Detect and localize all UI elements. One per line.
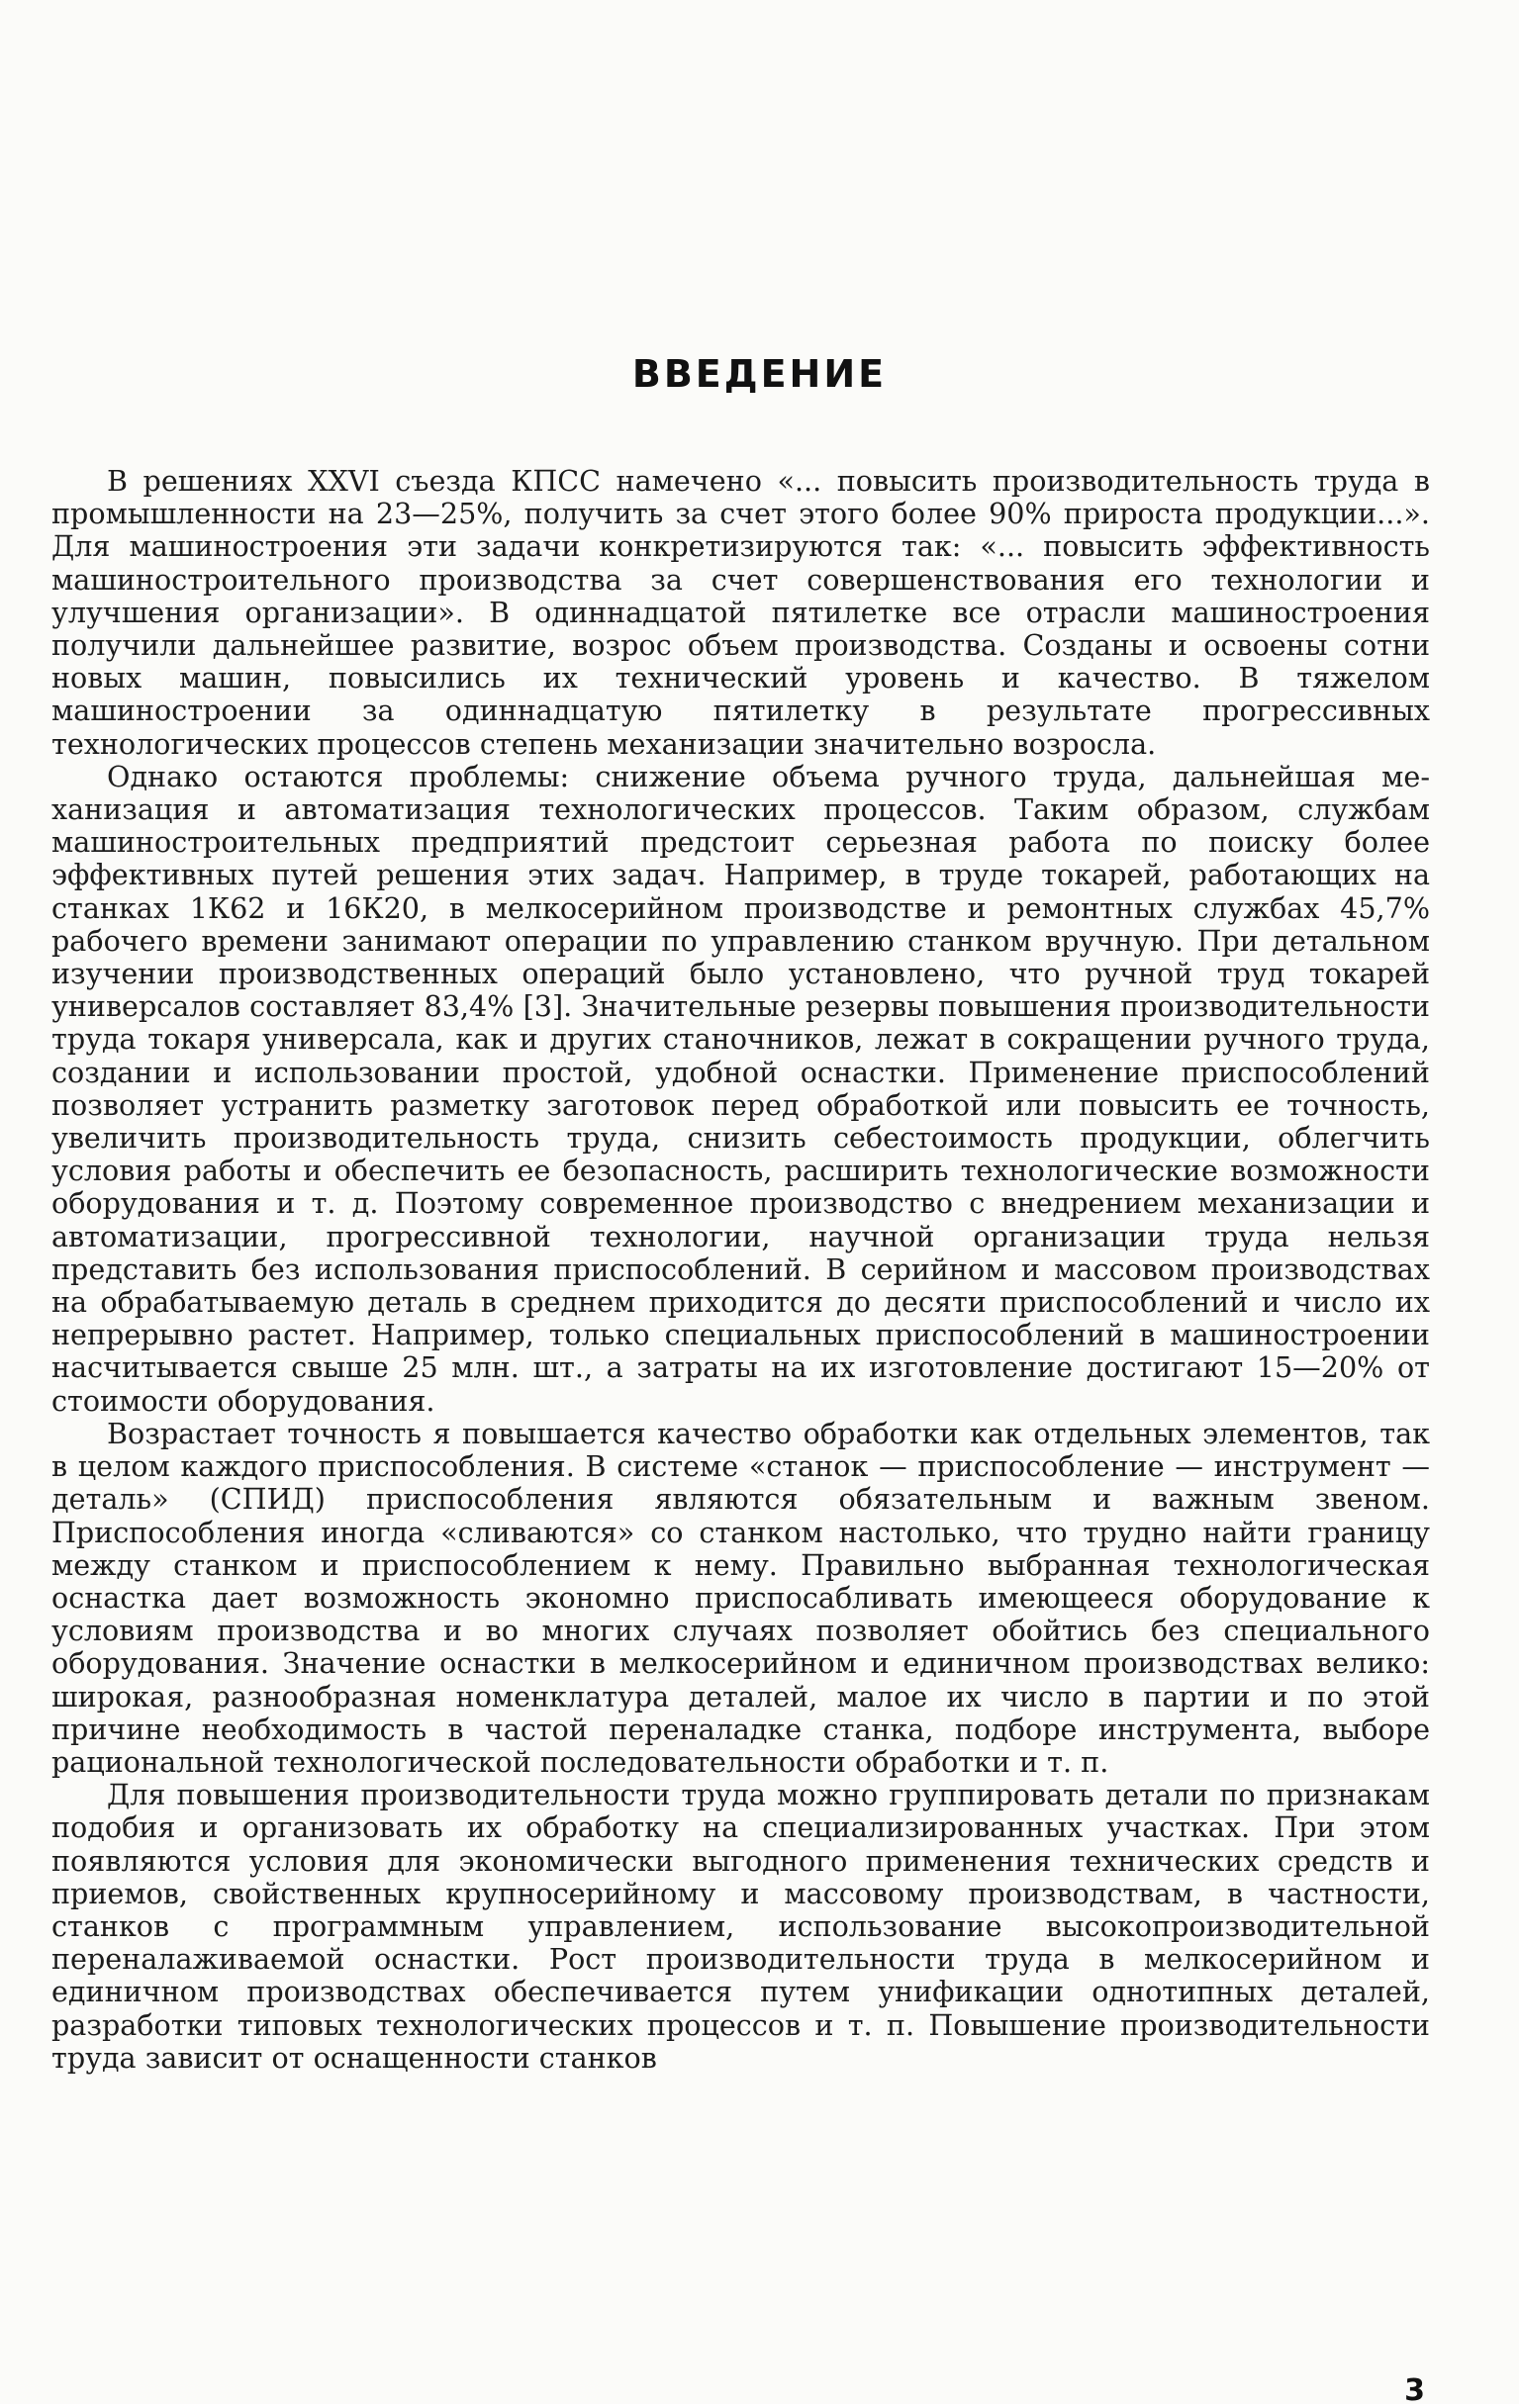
paragraph-1: В решениях XXVI съезда КПСС намечено «... повысить производительность труда в промышленности на 23—25%, получить за счет этого более 90% прироста продукции...». Для машиностроения эти задачи конкретизируются так: «... повысить эффективность машиностроительного производства за счет совершенствования его технологии и улучшения организации». В одиннадцатой пятилетке все отрасли машиностроения получили дальнейшее развитие, возрос объем производства. Созданы и освоены сотни новых машин, повысились их технический уровень и качество. В тяжелом машиностроении за одиннадцатую пятилетку в результате прогрессивных технологических процессов степень механизации значительно возросла. [51,464,1430,761]
body-text [51,465,1430,2075]
paragraph-4: Для повышения производительности труда можно группировать детали по признакам подобия и организовать их обработку на специализированных участках. При этом появляются условия для экономически выгодного применения технических средств и приемов, свойственных крупносерийному и массовому производствам, в частности, станков с программным управлением, использование высокопроизводительной переналаживаемой оснастки. Рост производительности труда в мелкосерийном и единичном производствах обеспечивается путем унификации однотипных деталей, разработки типовых технологических процессов и т. п. Повышение производительности труда зависит от оснащенности станков [51,1778,1430,2075]
paragraph-3: Возрастает точность я повышается качество обработки как отдельных элементов, так в целом каждого приспособления. В системе «станок — приспособление — инструмент — деталь» (СПИД) приспособления являются обязательным и важным звеном. Приспособления иногда «сливаются» со станком настолько, что трудно найти границу между станком и приспособлением к нему. Правильно выбранная технологическая оснастка дает возможность экономно приспосабливать имеющееся оборудование к условиям производства и во многих случаях позволяет обойтись без специального оборудования. Значение оснастки в мелкосерийном и единичном производствах велико: широкая, разнообразная номенклатура деталей, малое их число в партии и по этой причине необходимость в частой переналадке станка, подборе инструмента, выборе рациональной технологической последовательности обработки и т. п. [51,1416,1430,1779]
page-number: 3 [1404,2373,1425,2408]
chapter-heading: ВВЕДЕНИЕ [631,352,888,396]
paragraph-2: Однако остаются проблемы: снижение объема ручного труда, дальнейшая механизация и автоматизация технологических процессов. Таким образом, службам машиностроительных предприятий предстоит серьезная работа по поиску более эффективных путей решения этих задач. Например, в труде токарей, работающих на станках 1К62 и 16К20, в мелкосерийном производстве и ремонтных службах 45,7% рабочего времени занимают операции по управлению станком вручную. При детальном изучении производственных операций было установлено, что ручной труд токарей универсалов составляет 83,4% [3]. Значительные резервы повышения производительности труда токаря универсала, как и других станочников, лежат в сокращении ручного труда, создании и использовании простой, удобной оснастки. Применение приспособлений позволяет устранить разметку заготовок перед обработкой или повысить ее точность, увеличить производительность труда, снизить себестоимость продукции, облегчить условия работы и обеспечить ее безопасность, расширить технологические возможности оборудования и т. д. Поэтому современное производство с внедрением механизации и автоматизации, прогрессивной технологии, научной организации труда нельзя представить без использования приспособлений. В серийном и массовом производствах на обрабатываемую деталь в среднем приходится до десяти приспособлений и число их непрерывно растет. Например, только специальных приспособлений в машиностроении насчитывается свыше 25 млн. шт., а затраты на их изготовление достигают 15—20% от стоимости оборудования. [51,759,1430,1418]
